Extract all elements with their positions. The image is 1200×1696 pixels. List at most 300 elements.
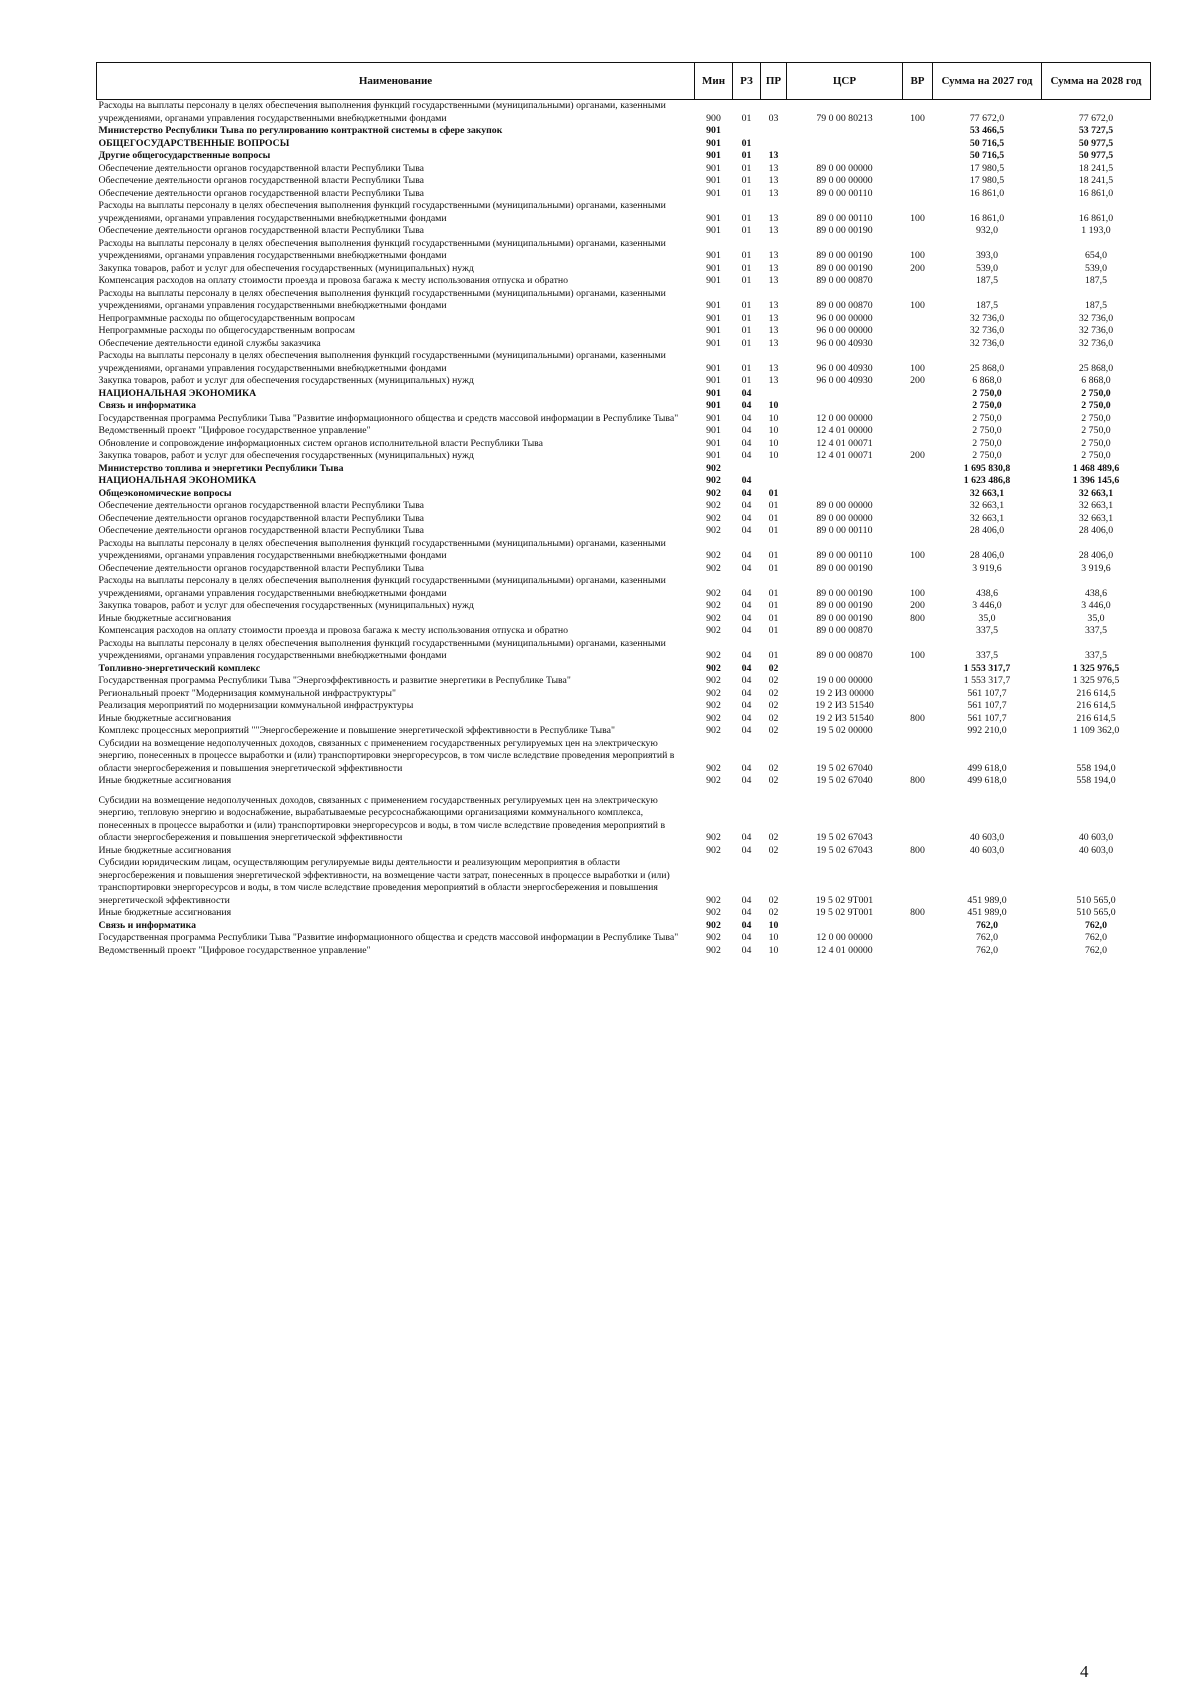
row-vr: 100 — [910, 212, 925, 224]
row-min: 901 — [706, 387, 721, 399]
table-row — [97, 613, 1151, 626]
row-name: Закупка товаров, работ и услуг для обеспечения государственных (муниципальных) нужд — [98, 375, 474, 386]
row-name: Иные бюджетные ассигнования — [98, 907, 232, 918]
row-pr: 02 — [768, 675, 779, 686]
row-sum-2028: 654,0 — [1084, 250, 1108, 261]
row-sum-2027: 1 695 830,8 — [963, 462, 1011, 474]
row-csr: 19 0 00 00000 — [816, 675, 873, 686]
row-pr: 02 — [768, 844, 779, 856]
row-name: Иные бюджетные ассигнования — [98, 712, 232, 724]
row-csr: 89 0 00 00190 — [816, 225, 873, 236]
row-csr: 19 5 02 67043 — [816, 832, 873, 843]
row-vr — [903, 425, 933, 438]
row-csr — [787, 388, 903, 401]
row-rz — [733, 125, 761, 138]
row-sum-2028: 216 614,5 — [1076, 712, 1116, 724]
row-sum-2028: 3 919,6 — [1081, 562, 1111, 574]
row-vr — [903, 663, 933, 676]
row-sum-2027: 77 672,0 — [969, 112, 1005, 124]
row-pr: 13 — [768, 275, 779, 286]
row-csr: 19 5 02 67040 — [816, 762, 873, 774]
row-vr — [903, 163, 933, 176]
row-name: Обеспечение деятельности органов государственной власти Республики Тыва — [98, 225, 425, 236]
row-csr: 89 0 00 00870 — [816, 625, 873, 636]
row-vr: 100 — [910, 112, 925, 124]
row-pr: 02 — [768, 700, 779, 711]
table-row — [97, 725, 1151, 738]
row-pr — [761, 125, 787, 138]
row-vr — [903, 625, 933, 638]
table-row — [97, 438, 1151, 451]
row-vr — [903, 313, 933, 326]
row-name: Министерство Республики Тыва по регулированию контрактной системы в сфере закупок — [98, 125, 503, 136]
row-sum-2028: 28 406,0 — [1078, 550, 1114, 561]
row-sum-2028: 3 446,0 — [1081, 600, 1111, 611]
header-sum-2028: Сумма на 2028 год — [1042, 63, 1151, 100]
row-sum-2027: 16 861,0 — [969, 212, 1005, 224]
row-pr: 13 — [768, 362, 779, 374]
row-min: 901 — [706, 187, 721, 199]
row-csr: 12 4 01 00000 — [816, 425, 873, 436]
header-name: Наименование — [97, 63, 695, 100]
row-csr: 12 0 00 00000 — [816, 412, 873, 424]
row-csr: 12 4 01 00000 — [816, 944, 873, 956]
row-min: 900 — [706, 112, 721, 124]
row-min: 901 — [706, 412, 721, 424]
page-number: 4 — [1080, 1662, 1089, 1681]
row-rz: 04 — [741, 600, 752, 611]
row-name: Расходы на выплаты персоналу в целях обеспечения выполнения функций государственными (муниципальными) органами, казенными учреждениями, органами управления государственными внебюджетными фондами — [98, 100, 666, 124]
row-min: 902 — [706, 832, 721, 843]
row-sum-2028: 32 663,1 — [1078, 500, 1114, 511]
table-row — [97, 713, 1151, 726]
table-row — [97, 700, 1151, 713]
row-min: 901 — [706, 137, 721, 149]
row-vr — [903, 275, 933, 288]
row-sum-2028: 2 750,0 — [1081, 450, 1111, 461]
row-pr — [761, 463, 787, 476]
row-pr: 02 — [768, 662, 779, 674]
row-sum-2028: 337,5 — [1084, 650, 1108, 661]
table-row — [97, 388, 1151, 401]
row-min: 902 — [706, 612, 721, 624]
row-min: 902 — [706, 907, 721, 918]
row-rz: 04 — [741, 844, 752, 856]
row-csr — [787, 463, 903, 476]
row-pr: 01 — [768, 525, 779, 536]
row-sum-2028: 32 736,0 — [1078, 312, 1114, 324]
table-row — [97, 225, 1151, 238]
row-vr: 800 — [910, 612, 925, 624]
row-sum-2028: 762,0 — [1084, 932, 1108, 943]
row-vr — [903, 738, 933, 776]
row-sum-2027: 561 107,7 — [967, 700, 1007, 711]
row-rz: 04 — [741, 725, 752, 736]
row-min: 901 — [706, 225, 721, 236]
row-vr — [903, 175, 933, 188]
row-sum-2028: 1 396 145,6 — [1072, 475, 1120, 486]
row-min: 902 — [706, 919, 721, 931]
row-csr: 89 0 00 00870 — [816, 650, 873, 661]
row-csr — [787, 400, 903, 413]
header-pr: ПР — [761, 63, 787, 100]
table-row — [97, 450, 1151, 463]
row-pr: 13 — [768, 212, 779, 224]
row-vr — [903, 500, 933, 513]
table-row — [97, 313, 1151, 326]
row-vr: 200 — [910, 375, 925, 386]
row-pr: 13 — [768, 187, 779, 199]
row-csr: 89 0 00 00110 — [816, 550, 873, 561]
row-rz: 04 — [741, 587, 752, 599]
table-row — [97, 263, 1151, 276]
row-csr: 12 0 00 00000 — [816, 932, 873, 943]
row-sum-2027: 451 989,0 — [967, 907, 1007, 918]
row-name: Ведомственный проект "Цифровое государственное управление" — [98, 425, 371, 436]
row-vr — [903, 225, 933, 238]
table-row — [97, 188, 1151, 201]
row-rz: 04 — [741, 625, 752, 636]
row-vr: 200 — [910, 600, 925, 611]
row-csr — [787, 920, 903, 933]
row-vr — [903, 525, 933, 538]
row-rz: 04 — [741, 525, 752, 536]
row-sum-2028: 32 736,0 — [1078, 337, 1114, 349]
row-name: Реализация мероприятий по модернизации коммунальной инфраструктуры — [98, 700, 414, 711]
table-row — [97, 475, 1151, 488]
row-sum-2028: 539,0 — [1084, 262, 1108, 274]
row-min: 902 — [706, 512, 721, 524]
row-min: 901 — [706, 325, 721, 336]
row-csr: 96 0 00 40930 — [816, 362, 873, 374]
row-name: Обеспечение деятельности органов государственной власти Республики Тыва — [98, 512, 425, 524]
row-pr: 10 — [768, 425, 779, 436]
table-row — [97, 600, 1151, 613]
row-sum-2027: 32 736,0 — [969, 312, 1005, 324]
row-min: 901 — [706, 425, 721, 436]
row-sum-2027: 337,5 — [975, 650, 999, 661]
row-vr — [903, 463, 933, 476]
row-pr: 02 — [768, 687, 779, 699]
row-name: Комплекс процессных мероприятий ""Энергосбережение и повышение энергетической эффективности в Республике Тыва" — [98, 725, 615, 736]
row-min: 901 — [706, 400, 721, 411]
row-vr — [903, 920, 933, 933]
row-rz: 01 — [741, 262, 752, 274]
row-pr: 13 — [768, 325, 779, 336]
row-name: Обеспечение деятельности органов государственной власти Республики Тыва — [98, 525, 425, 536]
row-name: Расходы на выплаты персоналу в целях обеспечения выполнения функций государственными (муниципальными) органами, казенными учреждениями, органами управления государственными внебюджетными фондами — [98, 637, 666, 661]
row-rz: 04 — [741, 412, 752, 424]
table-row — [97, 425, 1151, 438]
row-min: 902 — [706, 562, 721, 574]
row-name: Обеспечение деятельности органов государственной власти Республики Тыва — [98, 162, 425, 174]
row-csr: 89 0 00 00190 — [816, 587, 873, 599]
row-csr: 89 0 00 00190 — [816, 562, 873, 574]
row-sum-2027: 3 446,0 — [972, 600, 1002, 611]
budget-page — [96, 62, 1150, 957]
table-row — [97, 238, 1151, 263]
row-min: 901 — [706, 312, 721, 324]
row-sum-2028: 18 241,5 — [1078, 162, 1114, 174]
table-row — [97, 275, 1151, 288]
row-pr: 01 — [768, 587, 779, 599]
table-row — [97, 688, 1151, 701]
row-rz: 04 — [741, 675, 752, 686]
row-vr — [903, 563, 933, 576]
row-pr: 02 — [768, 762, 779, 774]
row-sum-2028: 1 468 489,6 — [1072, 462, 1120, 474]
table-row — [97, 932, 1151, 945]
row-name: Ведомственный проект "Цифровое государственное управление" — [98, 944, 371, 956]
row-min: 902 — [706, 775, 721, 786]
row-rz: 01 — [741, 300, 752, 311]
row-rz: 01 — [741, 137, 752, 149]
row-pr: 02 — [768, 907, 779, 918]
row-sum-2028: 558 194,0 — [1076, 775, 1116, 786]
row-vr — [903, 857, 933, 907]
row-csr: 89 0 00 00110 — [816, 187, 873, 199]
row-rz: 01 — [741, 112, 752, 124]
row-min: 902 — [706, 487, 721, 499]
row-name: Другие общегосударственные вопросы — [98, 150, 271, 161]
row-min: 902 — [706, 712, 721, 724]
row-min: 901 — [706, 250, 721, 261]
row-sum-2028: 762,0 — [1084, 919, 1108, 931]
row-csr: 89 0 00 00000 — [816, 512, 873, 524]
row-min: 902 — [706, 687, 721, 699]
row-vr: 100 — [910, 587, 925, 599]
row-sum-2028: 558 194,0 — [1076, 762, 1116, 774]
table-row — [97, 738, 1151, 776]
row-name: Министерство топлива и энергетики Республики Тыва — [98, 462, 344, 474]
row-pr: 03 — [768, 112, 779, 124]
row-min: 901 — [706, 212, 721, 224]
row-csr: 12 4 01 00071 — [816, 450, 873, 461]
row-pr: 13 — [768, 150, 779, 161]
row-vr: 200 — [910, 262, 925, 274]
row-rz: 04 — [741, 500, 752, 511]
row-vr — [903, 150, 933, 163]
row-rz: 01 — [741, 150, 752, 161]
row-min: 902 — [706, 587, 721, 599]
row-pr: 01 — [768, 650, 779, 661]
row-csr: 19 5 02 00000 — [816, 725, 873, 736]
row-rz: 04 — [741, 400, 752, 411]
row-rz: 01 — [741, 275, 752, 286]
row-sum-2028: 510 565,0 — [1076, 907, 1116, 918]
row-csr: 79 0 00 80213 — [816, 112, 873, 124]
row-pr: 02 — [768, 725, 779, 736]
row-min: 902 — [706, 525, 721, 536]
table-row — [97, 575, 1151, 600]
row-csr: 89 0 00 00000 — [816, 175, 873, 186]
row-csr: 96 0 00 00000 — [816, 312, 873, 324]
table-row — [97, 563, 1151, 576]
row-name: Непрограммные расходы по общегосударственным вопросам — [98, 312, 355, 324]
row-vr — [903, 788, 933, 845]
row-name: Государственная программа Республики Тыва "Развитие информационного общества и средств массовой информации в Республике Тыва" — [98, 932, 679, 943]
row-rz: 04 — [741, 475, 752, 486]
row-sum-2028: 187,5 — [1084, 275, 1108, 286]
row-min: 901 — [706, 375, 721, 386]
row-sum-2027: 337,5 — [975, 625, 999, 636]
table-row — [97, 200, 1151, 225]
row-min: 902 — [706, 675, 721, 686]
table-row — [97, 857, 1151, 907]
table-row — [97, 788, 1151, 845]
row-vr: 100 — [910, 362, 925, 374]
row-min: 902 — [706, 894, 721, 906]
row-rz: 04 — [741, 612, 752, 624]
row-rz: 01 — [741, 312, 752, 324]
row-rz: 04 — [741, 550, 752, 561]
row-sum-2027: 6 868,0 — [972, 375, 1002, 386]
table-row — [97, 138, 1151, 151]
row-rz: 04 — [741, 425, 752, 436]
row-pr: 13 — [768, 162, 779, 174]
row-sum-2027: 187,5 — [975, 275, 999, 286]
row-name: Обеспечение деятельности органов государственной власти Республики Тыва — [98, 500, 425, 511]
row-min: 901 — [706, 175, 721, 186]
row-rz: 04 — [741, 687, 752, 699]
row-name: Обеспечение деятельности единой службы заказчика — [98, 337, 321, 349]
row-name: НАЦИОНАЛЬНАЯ ЭКОНОМИКА — [98, 387, 257, 399]
table-row — [97, 945, 1151, 958]
row-sum-2028: 438,6 — [1084, 587, 1108, 599]
row-name: Расходы на выплаты персоналу в целях обеспечения выполнения функций государственными (муниципальными) органами, казенными учреждениями, органами управления государственными внебюджетными фондами — [98, 575, 666, 599]
row-rz: 04 — [741, 775, 752, 786]
row-name: Непрограммные расходы по общегосударственным вопросам — [98, 325, 355, 336]
row-csr — [787, 488, 903, 501]
row-pr: 01 — [768, 612, 779, 624]
row-pr: 10 — [768, 412, 779, 424]
row-pr: 13 — [768, 300, 779, 311]
row-vr — [903, 413, 933, 426]
table-row — [97, 663, 1151, 676]
row-sum-2027: 762,0 — [975, 919, 999, 931]
row-pr — [761, 388, 787, 401]
row-min: 902 — [706, 550, 721, 561]
table-row — [97, 513, 1151, 526]
row-min: 901 — [706, 437, 721, 449]
row-csr: 19 5 02 67040 — [816, 775, 873, 786]
row-sum-2027: 1 553 317,7 — [963, 662, 1011, 674]
row-rz: 01 — [741, 325, 752, 336]
row-sum-2027: 992 210,0 — [967, 725, 1007, 736]
row-rz: 01 — [741, 337, 752, 349]
row-rz: 01 — [741, 187, 752, 199]
row-name: Иные бюджетные ассигнования — [98, 612, 232, 624]
row-vr: 800 — [910, 775, 925, 786]
row-sum-2028: 32 663,1 — [1078, 512, 1114, 524]
row-min: 901 — [706, 125, 721, 136]
row-rz: 04 — [741, 437, 752, 449]
row-rz: 04 — [741, 762, 752, 774]
row-sum-2028: 6 868,0 — [1081, 375, 1111, 386]
table-row — [97, 488, 1151, 501]
row-csr: 89 0 00 00000 — [816, 162, 873, 174]
row-min: 901 — [706, 362, 721, 374]
row-sum-2028: 187,5 — [1084, 300, 1108, 311]
row-sum-2027: 2 750,0 — [972, 450, 1002, 461]
row-csr: 12 4 01 00071 — [816, 437, 873, 449]
row-sum-2027: 32 663,1 — [969, 487, 1005, 499]
row-pr — [761, 475, 787, 488]
table-row — [97, 638, 1151, 663]
row-csr: 19 5 02 9Т001 — [815, 907, 874, 918]
row-pr: 01 — [768, 487, 779, 499]
row-sum-2027: 932,0 — [975, 225, 999, 236]
row-csr: 96 0 00 40930 — [816, 375, 873, 386]
row-csr: 89 0 00 00190 — [816, 262, 873, 274]
row-csr: 89 0 00 00190 — [816, 250, 873, 261]
row-pr: 10 — [768, 400, 779, 411]
row-name: Компенсация расходов на оплату стоимости проезда и провоза багажа к месту использования отпуска и обратно — [98, 625, 569, 636]
row-rz: 04 — [741, 932, 752, 943]
row-sum-2027: 53 466,5 — [969, 125, 1005, 136]
row-sum-2027: 40 603,0 — [969, 844, 1005, 856]
table-row — [97, 538, 1151, 563]
row-vr — [903, 388, 933, 401]
row-sum-2027: 762,0 — [975, 944, 999, 956]
row-min: 902 — [706, 762, 721, 774]
row-rz: 04 — [741, 944, 752, 956]
row-rz: 01 — [741, 250, 752, 261]
row-sum-2028: 510 565,0 — [1076, 894, 1116, 906]
table-row — [97, 400, 1151, 413]
row-vr — [903, 513, 933, 526]
row-pr: 02 — [768, 712, 779, 724]
table-row — [97, 625, 1151, 638]
row-csr: 89 0 00 00190 — [816, 612, 873, 624]
row-sum-2028: 16 861,0 — [1078, 187, 1114, 199]
row-rz: 01 — [741, 225, 752, 236]
row-sum-2028: 216 614,5 — [1076, 700, 1116, 711]
row-pr: 10 — [768, 944, 779, 956]
row-rz: 01 — [741, 375, 752, 386]
row-sum-2028: 18 241,5 — [1078, 175, 1114, 186]
row-vr — [903, 725, 933, 738]
row-vr — [903, 945, 933, 958]
row-min: 902 — [706, 662, 721, 674]
row-name: Компенсация расходов на оплату стоимости проезда и провоза багажа к месту использования отпуска и обратно — [98, 275, 569, 286]
row-csr: 89 0 00 00110 — [816, 212, 873, 224]
row-sum-2028: 50 977,5 — [1078, 150, 1114, 161]
row-name: Расходы на выплаты персоналу в целях обеспечения выполнения функций государственными (муниципальными) органами, казенными учреждениями, органами управления государственными внебюджетными фондами — [98, 287, 666, 311]
row-sum-2028: 50 977,5 — [1078, 137, 1114, 149]
row-sum-2027: 16 861,0 — [969, 187, 1005, 199]
row-min: 901 — [706, 262, 721, 274]
row-csr: 89 0 00 00000 — [816, 500, 873, 511]
row-rz: 04 — [741, 700, 752, 711]
row-min: 902 — [706, 725, 721, 736]
row-sum-2027: 561 107,7 — [967, 687, 1007, 699]
row-pr: 01 — [768, 562, 779, 574]
table-row — [97, 463, 1151, 476]
table-header — [97, 63, 1151, 100]
row-sum-2028: 2 750,0 — [1081, 425, 1111, 436]
header-vr: ВР — [903, 63, 933, 100]
row-csr: 89 0 00 00870 — [816, 300, 873, 311]
row-name: Иные бюджетные ассигнования — [98, 775, 232, 786]
row-pr: 10 — [768, 919, 779, 931]
row-min: 901 — [706, 300, 721, 311]
row-name: Закупка товаров, работ и услуг для обеспечения государственных (муниципальных) нужд — [98, 450, 474, 461]
row-vr: 100 — [910, 650, 925, 661]
table-row — [97, 525, 1151, 538]
table-row — [97, 100, 1151, 126]
header-sum-2027: Сумма на 2027 год — [933, 63, 1042, 100]
